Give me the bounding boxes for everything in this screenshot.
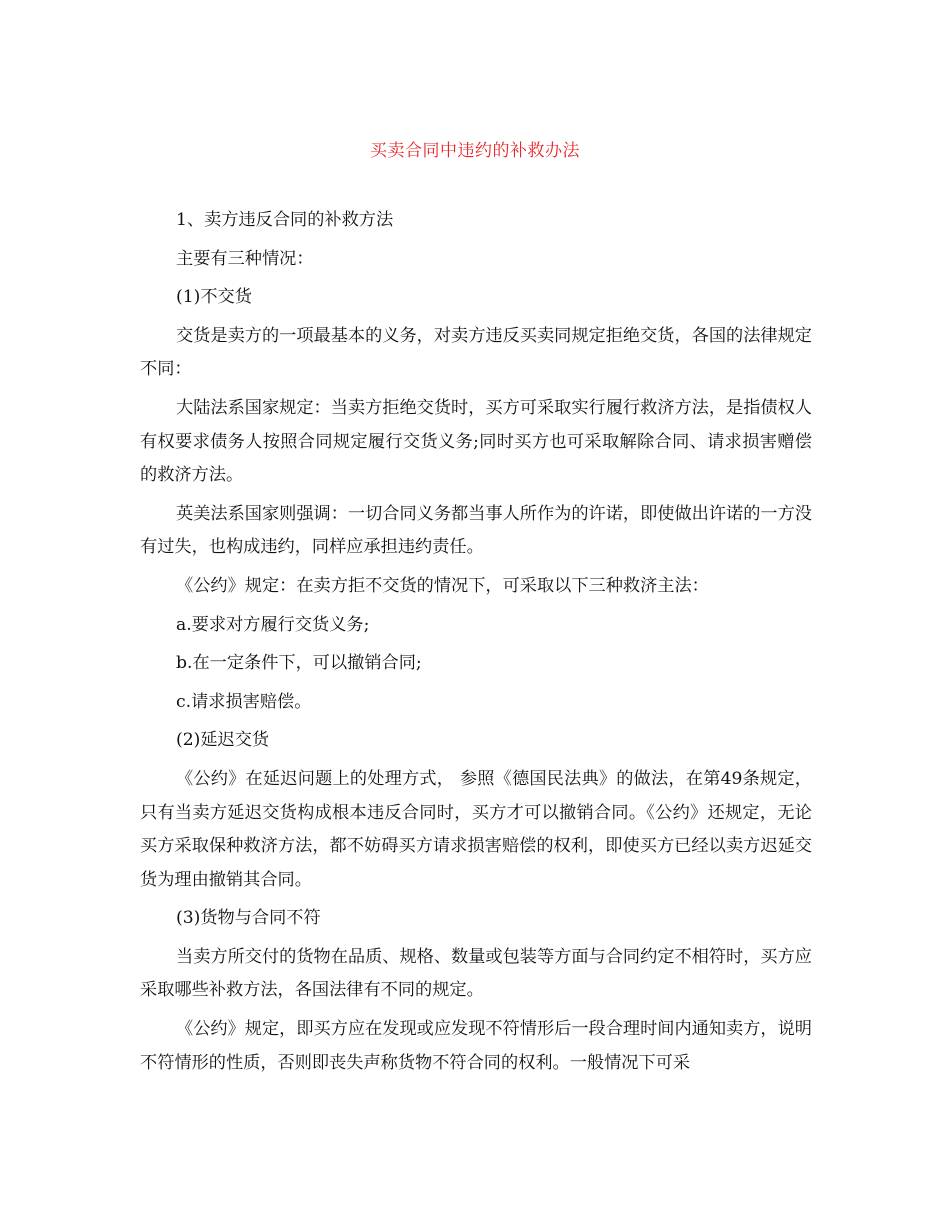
document-body <box>140 204 812 1085</box>
paragraph: 英美法系国家则强调：一切合同义务都当事人所作为的许诺，即使做出许诺的一方没有过失，也构成违约，同样应承担违约责任。 <box>140 503 812 558</box>
paragraph: 《公约》规定：在卖方拒不交货的情况下，可采取以下三种救济主法： <box>176 575 709 596</box>
list-item: a.要求对方履行交货义务; <box>176 614 370 635</box>
list-item: b.在一定条件下，可以撤销合同; <box>176 653 422 674</box>
subsection-heading: (1)不交货 <box>176 287 252 308</box>
subsection-heading: (2)延迟交货 <box>176 730 270 751</box>
paragraph: 大陆法系国家规定：当卖方拒绝交货时，买方可采取实行履行救济方法，是指债权人有权要求债务人按照合同规定履行交货义务;同时买方也可采取解除合同、请求损害赠偿的救济方法。 <box>140 397 812 486</box>
paragraph: 交货是卖方的一项最基本的义务，对卖方违反买卖同规定拒绝交货，各国的法律规定不同： <box>140 325 812 380</box>
subsection-heading: (3)货物与合同不符 <box>176 908 321 929</box>
section-heading: 1、卖方违反合同的补救方法 <box>176 210 394 230</box>
list-item: c.请求损害赔偿。 <box>176 691 312 712</box>
paragraph: 《公约》在延迟问题上的处理方式， 参照《德国民法典》的做法，在第49条规定，只有当卖方延迟交货构成根本违反合同时，买方才可以撤销合同。《公约》还规定，无论买方采取保种救济方法，都不妨碍买方请求损害赔偿的权利，即使买方已经以卖方迟延交货为理由撤销其合同。 <box>140 768 812 890</box>
paragraph: 主要有三种情况： <box>176 248 314 269</box>
document-title: 买卖合同中违约的补救办法 <box>370 141 580 161</box>
paragraph: 《公约》规定，即买方应在发现或应发现不符情形后一段合理时间内通知卖方，说明不符情形的性质，否则即丧失声称货物不符合同的权利。一般情况下可采 <box>140 1019 812 1073</box>
paragraph: 当卖方所交付的货物在品质、规格、数量或包装等方面与合同约定不相符时，买方应采取哪些补救方法，各国法律有不同的规定。 <box>140 946 812 1001</box>
